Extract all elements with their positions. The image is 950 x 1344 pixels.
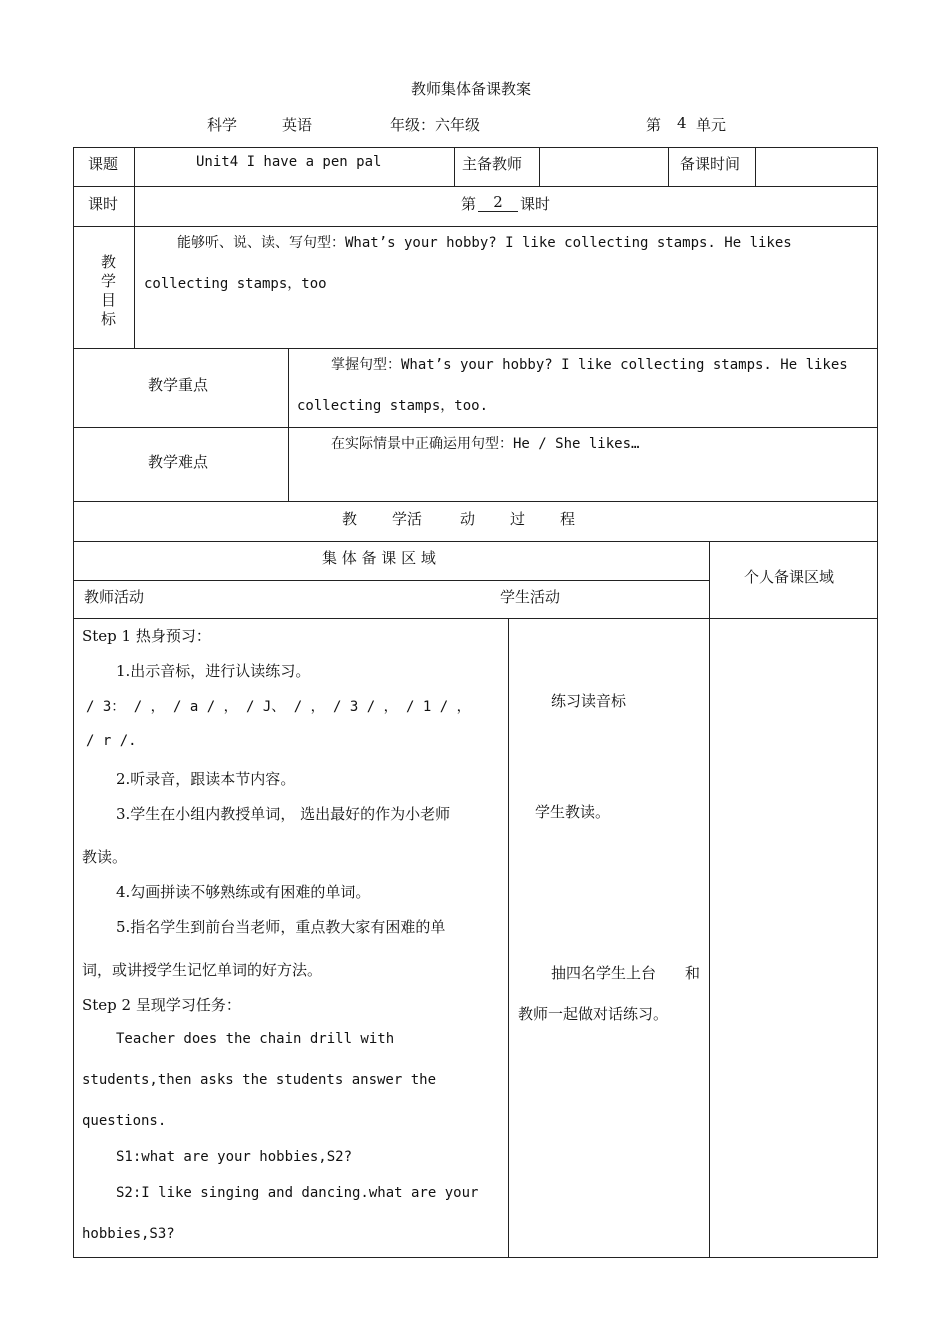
col-line xyxy=(134,147,135,348)
collective-area-heading: 集 体 备 课 区 域 xyxy=(322,549,436,567)
student-activity-1: 练习读音标 xyxy=(551,692,627,710)
step2-heading: Step 2 呈现学习任务： xyxy=(82,996,241,1014)
difficulties-line1: 在实际情景中正确运用句型：He / She likes… xyxy=(331,436,640,452)
phonetic-symbols: / r /. xyxy=(86,733,137,749)
row-line xyxy=(73,501,878,502)
subject-value: 英语 xyxy=(282,116,313,134)
col-line xyxy=(755,147,756,186)
row-line xyxy=(73,226,878,227)
unit-suffix: 单元 xyxy=(696,116,727,134)
row-line xyxy=(73,541,878,542)
goals-label-char: 学 xyxy=(101,272,117,290)
subject-label: 科学 xyxy=(207,116,238,134)
col-line xyxy=(454,147,455,186)
difficulties-label: 教学难点 xyxy=(148,453,209,471)
col-line xyxy=(668,147,669,186)
teacher-line: questions. xyxy=(82,1113,167,1129)
key-points-line2: collecting stamps，too. xyxy=(297,398,489,414)
goals-label-char: 标 xyxy=(101,310,117,328)
process-title-char: 过 xyxy=(510,510,526,528)
goals-text-line1: 能够听、说、读、写句型：What’s your hobby? I like collecting stamps. He likes xyxy=(177,235,792,251)
col-line xyxy=(508,618,509,1257)
unit-prefix: 第 xyxy=(646,116,662,134)
teacher-line: 5.指名学生到前台当老师，重点教大家有困难的单 xyxy=(116,918,446,936)
document-title: 教师集体备课教案 xyxy=(411,80,532,98)
row-line xyxy=(73,580,710,581)
teacher-line: 2.听录音，跟读本节内容。 xyxy=(116,770,296,788)
grade-label: 年级：六年级 xyxy=(390,116,481,134)
col-line xyxy=(288,348,289,501)
key-points-line1: 掌握句型：What’s your hobby? I like collecting stamps. He likes xyxy=(331,357,848,373)
period-label: 课时 xyxy=(88,195,119,213)
unit-number: 4 xyxy=(677,114,687,132)
teacher-activity-heading: 教师活动 xyxy=(84,588,145,606)
student-activity-3a: 抽四名学生上台 xyxy=(551,964,657,982)
row-line xyxy=(73,618,878,619)
student-activity-3b: 和 xyxy=(685,964,701,982)
period-suffix: 课时 xyxy=(520,195,551,213)
row-line xyxy=(73,147,878,148)
teacher-line: 4.勾画拼读不够熟练或有困难的单词。 xyxy=(116,883,371,901)
table-border-right xyxy=(877,147,878,1258)
prep-time-label: 备课时间 xyxy=(680,155,741,173)
teacher-line: 教读。 xyxy=(82,848,128,866)
teacher-line: 3.学生在小组内教授单词， 选出最好的作为小老师 xyxy=(116,805,451,823)
process-title-char: 动 xyxy=(460,510,476,528)
col-line xyxy=(539,147,540,186)
dialogue-line: S2:I like singing and dancing.what are your xyxy=(116,1185,479,1201)
topic-value: Unit4 I have a pen pal xyxy=(196,154,382,170)
period-number: 2 xyxy=(478,193,518,212)
goals-text-line2: collecting stamps，too xyxy=(144,276,327,292)
goals-label-char: 教 xyxy=(101,253,117,271)
personal-area-heading: 个人备课区域 xyxy=(744,568,835,586)
key-points-label: 教学重点 xyxy=(148,376,209,394)
step1-heading: Step 1 热身预习： xyxy=(82,627,211,645)
teacher-label: 主备教师 xyxy=(462,155,523,173)
row-line xyxy=(73,186,878,187)
goals-label xyxy=(101,253,116,329)
process-title-char: 学活 xyxy=(392,510,423,528)
process-title-char: 程 xyxy=(560,510,576,528)
col-line xyxy=(709,541,710,1257)
dialogue-line: hobbies,S3? xyxy=(82,1226,175,1242)
teacher-line: students,then asks the students answer the xyxy=(82,1072,437,1088)
row-line xyxy=(73,427,878,428)
phonetic-symbols: / 3： / ， / a / ， / J、 / ， / 3 / ， / 1 / ， xyxy=(86,699,471,715)
row-line xyxy=(73,348,878,349)
row-line xyxy=(73,1257,878,1258)
teacher-line: 词，或讲授学生记忆单词的好方法。 xyxy=(82,961,323,979)
process-title-char: 教 xyxy=(342,510,358,528)
period-prefix: 第 xyxy=(461,195,477,213)
dialogue-line: S1:what are your hobbies,S2? xyxy=(116,1149,353,1165)
teacher-line: Teacher does the chain drill with xyxy=(116,1031,395,1047)
student-activity-2: 学生教读。 xyxy=(535,803,611,821)
table-border-left xyxy=(73,147,74,1258)
student-activity-heading: 学生活动 xyxy=(500,588,561,606)
topic-label: 课题 xyxy=(88,155,119,173)
student-activity-3c: 教师一起做对话练习。 xyxy=(518,1005,669,1023)
teacher-line: 1.出示音标，进行认读练习。 xyxy=(116,662,311,680)
goals-label-char: 目 xyxy=(101,291,117,309)
